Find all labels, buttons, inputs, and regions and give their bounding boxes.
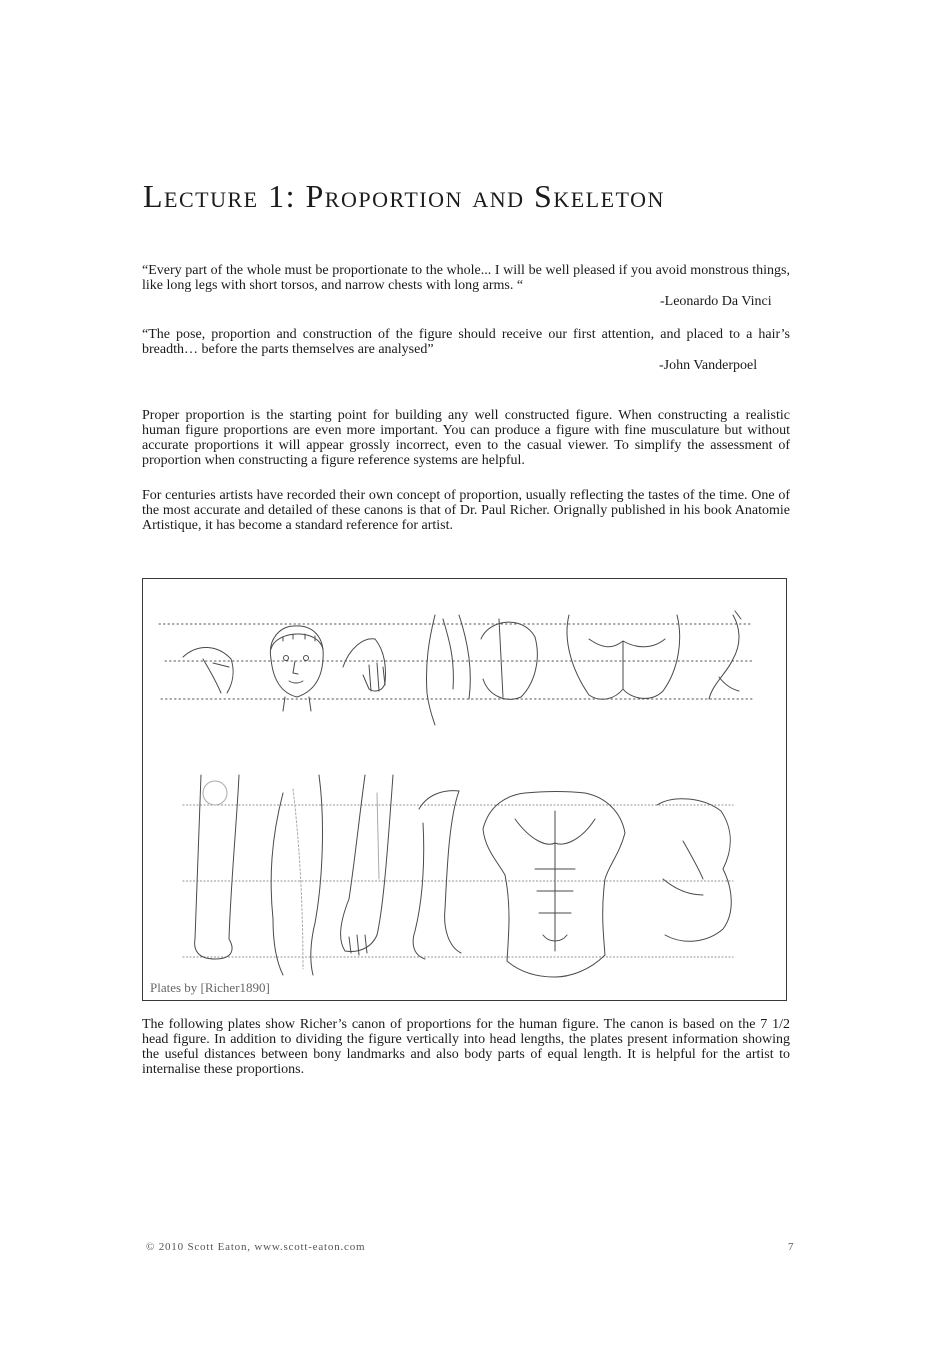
paragraph-richer-canon: For centuries artists have recorded their own concept of proportion, usually reflecting the tastes of the time. One of the most accurate and detailed of these canons is that of Dr. Paul Richer. Orignally published in his book Anatomie Artistique, it has become a standard reference for artist. — [142, 488, 790, 533]
page-number: 7 — [788, 1241, 794, 1253]
anatomy-plates-illustration — [143, 579, 787, 1001]
quote-da-vinci: “Every part of the whole must be proportionate to the whole... I will be well pleased if you avoid monstrous things, like long legs with short torsos, and narrow chests with long arms. “ — [142, 263, 790, 293]
quote-vanderpoel: “The pose, proportion and construction of the figure should receive our first attention, and placed to a hair’s breadth… before the parts themselves are analysed” — [142, 327, 790, 357]
figure-credit: Plates by [Richer1890] — [150, 980, 270, 995]
richer-plates-figure — [142, 578, 787, 1001]
footer-copyright: © 2010 Scott Eaton, www.scott-eaton.com — [146, 1241, 366, 1253]
page-title: Lecture 1: Proportion and Skeleton — [143, 178, 665, 214]
quote-da-vinci-author: -Leonardo Da Vinci — [660, 294, 772, 309]
torso-illustration — [483, 792, 625, 978]
figure-caption: The following plates show Richer’s canon of proportions for the human figure. The canon is based on the 7 1/2 head figure. In addition to dividing the figure vertically into head lengths, the plates present information showing the useful distances between bony landmarks and also body parts of equal length. It is helpful for the artist to internalise these proportions. — [142, 1017, 790, 1077]
quote-vanderpoel-author: -John Vanderpoel — [659, 358, 758, 373]
paragraph-proportion-intro: Proper proportion is the starting point for building any well constructed figure. When constructing a realistic human figure proportions are even more important. You can produce a figure with fine musculature but without accurate proportions it will appear grossly incorrect, even to the casual viewer. To simplify the assessment of proportion when constructing a figure reference systems are helpful. — [142, 408, 790, 468]
